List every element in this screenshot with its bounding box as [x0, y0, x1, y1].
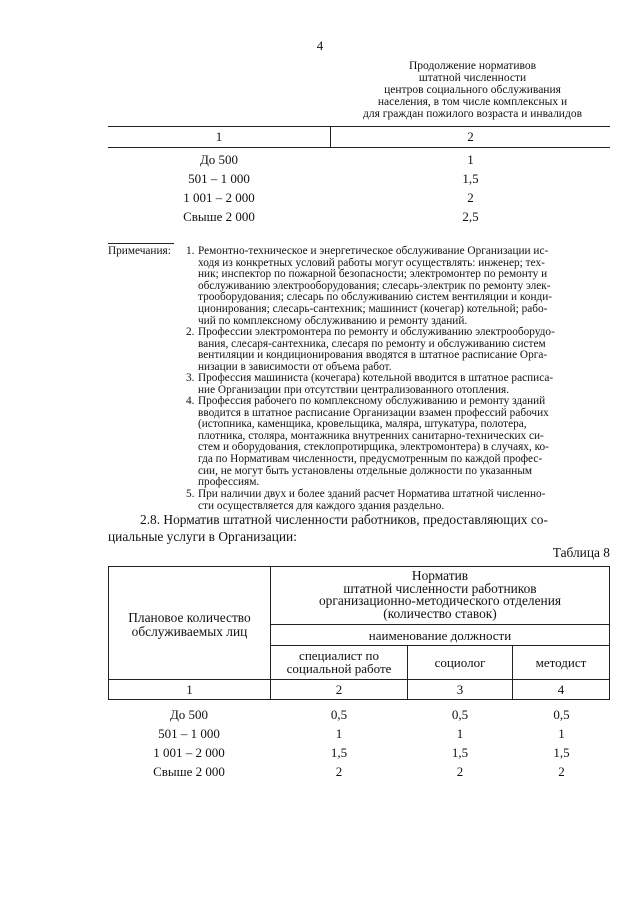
note-line: ник; инспектор по пожарной безопасности; электромонтер по ремонту и: [198, 268, 548, 281]
notes-divider: [108, 243, 174, 244]
notes-label: Примечания:: [108, 245, 171, 257]
table-cell: 2: [558, 764, 565, 779]
table-border: [108, 566, 610, 567]
table-border: [271, 645, 610, 646]
note-line: чий по комплексному обслуживанию и ремонту зданий.: [198, 314, 468, 327]
note-text: [186, 489, 610, 512]
table1-body: [108, 152, 610, 228]
table-cell: 0,5: [553, 707, 570, 722]
note-line: (истопника, каменщика, кровельщика, маляра, штукатура, полотера,: [198, 418, 527, 431]
table2-body: [108, 707, 610, 783]
note-line: Профессии электромонтера по ремонту и обслуживанию электрооборудо-: [198, 326, 555, 338]
col1-header: [109, 611, 270, 639]
note-number: 3.: [186, 372, 195, 384]
section-line: циальные услуги в Организации:: [108, 529, 297, 544]
note-line: стем и оборудования, стеклопротирщика, электромонтера) в случаях, ко-: [198, 441, 549, 454]
caption-line: штатной численности: [418, 72, 527, 84]
note-line: профессиям.: [198, 476, 260, 489]
table-cell: 1 001 – 2 000: [153, 745, 225, 760]
column-number: 1: [186, 682, 193, 697]
table-border: [609, 566, 610, 700]
header-line: специалист по: [299, 648, 379, 663]
table-cell: До 500: [169, 707, 209, 722]
note-item: [186, 246, 610, 327]
note-line: Профессия машиниста (кочегара) котельной вводится в штатное расписа-: [198, 372, 554, 384]
note-number: 2.: [186, 326, 195, 338]
note-line: низации в зависимости от объема работ.: [198, 360, 392, 373]
table-cell: 2,5: [462, 209, 479, 224]
table-row: [108, 190, 610, 209]
table-border: [271, 624, 610, 625]
table2-header: [108, 566, 610, 700]
table-cell: 0,5: [330, 707, 348, 722]
subgroup-header: наименование должности: [368, 628, 512, 643]
group-header: [271, 570, 609, 620]
header-line: штатной численности работников: [343, 580, 537, 596]
table-row: [108, 745, 610, 764]
column-number: 4: [557, 682, 565, 697]
table-border: [108, 699, 610, 700]
column-number: 3: [456, 682, 464, 697]
note-line: гда по Нормативам численности, предусмотренным по каждой профес-: [198, 452, 543, 465]
note-text: [186, 327, 610, 373]
page-number: 4: [316, 38, 324, 53]
note-line: вентиляции и кондиционирования вводятся в штатное расписание Орга-: [198, 349, 548, 362]
table-cell: 2: [335, 764, 343, 779]
table1-header-col2: 2: [467, 129, 474, 144]
table-cell: 1,5: [451, 745, 469, 760]
table-cell: 501 – 1 000: [158, 726, 220, 741]
table-cell: 501 – 1 000: [188, 171, 250, 186]
position-header-methodist: методист: [535, 655, 587, 670]
table1-header: [108, 126, 610, 148]
note-number: 5.: [186, 488, 195, 500]
note-line: вводится в штатное расписание Организации взамен профессий рабочих: [198, 406, 549, 419]
note-line: При наличии двух и более зданий расчет Норматива штатной численно-: [198, 488, 546, 500]
note-line: Профессия рабочего по комплексному обслуживанию и ремонту зданий: [198, 395, 546, 407]
note-line: ционирования; слесарь-сантехник; машинист (кочегар) котельной; рабо-: [198, 302, 548, 315]
column-number: 2: [335, 682, 343, 697]
table-cell: До 500: [199, 152, 239, 167]
note-item: [186, 396, 610, 489]
note-line: трооборудования; слесарь по обслуживанию систем вентиляции и конди-: [198, 291, 553, 304]
table-cell: Свыше 2 000: [153, 764, 225, 779]
table-row: [108, 726, 610, 745]
note-line: ние Организации при отсутствии централизованного отопления.: [198, 383, 510, 396]
caption-line: центров социального обслуживания: [384, 84, 561, 96]
table-border: [108, 679, 610, 680]
position-header-sociologist: социолог: [434, 655, 486, 670]
caption-line: населения, в том числе комплексных и: [377, 96, 568, 108]
table-row: [108, 707, 610, 726]
note-item: [186, 373, 610, 396]
section-paragraph: [108, 511, 610, 545]
note-line: Ремонтно-техническое и энергетическое обслуживание Организации ис-: [198, 245, 549, 257]
note-text: [186, 246, 610, 327]
table1-header-col1: 1: [215, 129, 223, 144]
header-line: Норматив: [411, 568, 469, 583]
header-line: социальной работе: [286, 661, 392, 676]
note-line: сии, не могут быть установлены отдельные должности по указанным: [198, 464, 533, 477]
header-line: организационно-методического отделения: [318, 593, 562, 608]
note-item: [186, 327, 610, 373]
table-cell: 1,5: [553, 745, 570, 760]
note-text: [186, 396, 610, 489]
note-line: ходя из конкретных условий работы могут осуществлять: инженер; тех-: [198, 256, 545, 269]
note-text: [186, 373, 610, 396]
table-row: [108, 171, 610, 190]
table-cell: Свыше 2 000: [183, 209, 255, 224]
table-cell: 1,5: [330, 745, 348, 760]
table-row: [108, 209, 610, 228]
table-cell: 0,5: [451, 707, 469, 722]
header-line: обслуживаемых лиц: [131, 624, 248, 639]
caption-line: Продолжение нормативов: [408, 60, 537, 72]
note-item: [186, 489, 610, 512]
note-line: вания, слесаря-сантехника, слесаря по ремонту и обслуживанию систем: [198, 337, 546, 350]
note-line: обслуживанию электрооборудования; слесарь-электрик по ремонту элек-: [198, 279, 551, 292]
table-cell: 2: [467, 190, 474, 205]
caption-line: для граждан пожилого возраста и инвалидов: [362, 108, 582, 120]
table-cell: 1 001 – 2 000: [183, 190, 255, 205]
table-label: Таблица 8: [552, 545, 610, 560]
table-cell: 1: [467, 152, 474, 167]
table-cell: 1,5: [462, 171, 479, 186]
table-row: [108, 764, 610, 783]
note-number: 4.: [186, 395, 195, 407]
table-cell: 2: [456, 764, 464, 779]
table-cell: 1: [335, 726, 343, 741]
note-number: 1.: [186, 245, 195, 257]
section-line: 2.8. Норматив штатной численности работников, предоставляющих со-: [140, 512, 548, 527]
continuation-caption: [355, 60, 590, 120]
note-line: сти осуществляется для каждого здания раздельно.: [198, 499, 445, 512]
header-line: Плановое количество: [128, 610, 251, 625]
position-header-social-worker: [271, 649, 407, 675]
table-row: [108, 152, 610, 171]
note-line: плотника, столяра, монтажника внутренних санитарно-технических си-: [198, 429, 544, 442]
table-cell: 1: [558, 726, 565, 741]
table-cell: 1: [456, 726, 464, 741]
header-line: (количество ставок): [383, 605, 497, 621]
